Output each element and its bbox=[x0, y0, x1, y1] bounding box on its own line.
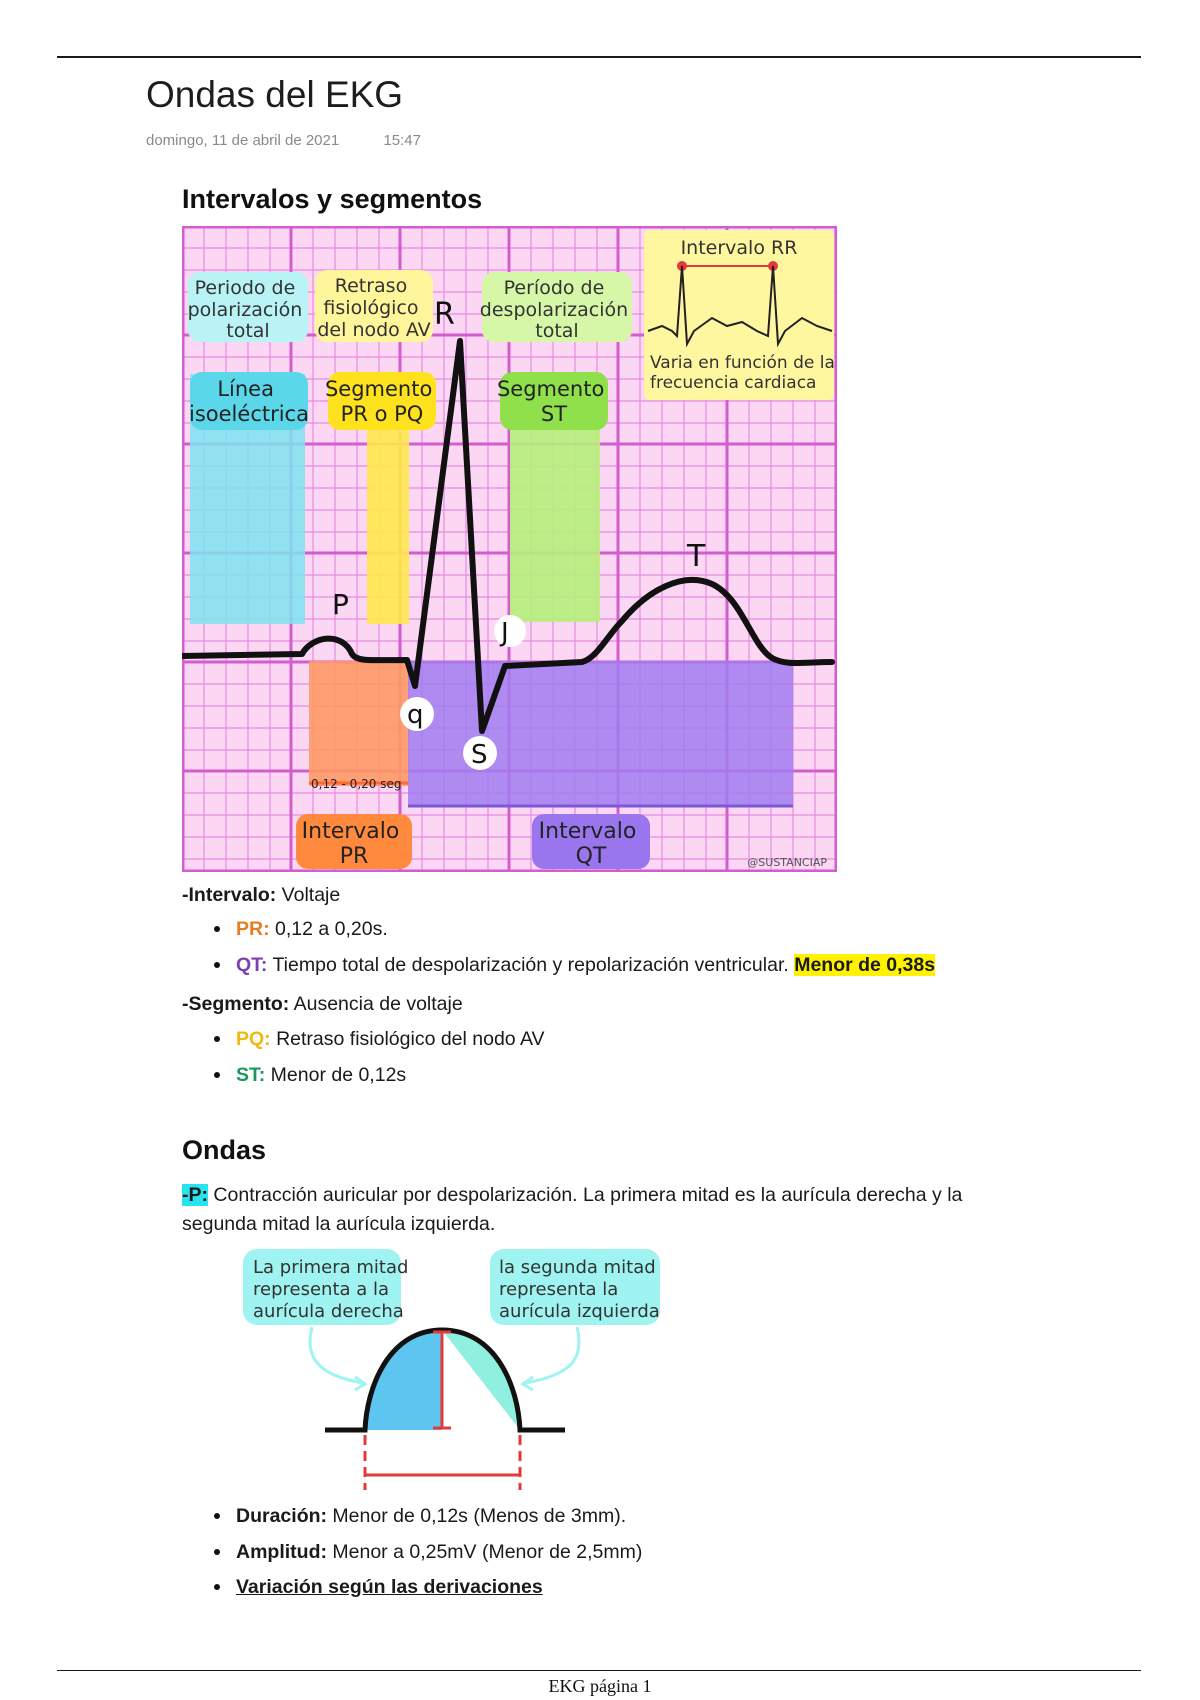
p-wave-diagram bbox=[235, 1245, 665, 1495]
label-polarizacion: Periodo de polarización total bbox=[187, 277, 303, 342]
page-footer: EKG página 1 bbox=[548, 1676, 652, 1696]
top-rule bbox=[57, 56, 1141, 58]
figure-credit: @SUSTANCIAP bbox=[747, 856, 827, 869]
list-item-qt: QT: Tiempo total de despolarización y repolarización ventricular. Menor de 0,38s bbox=[236, 954, 936, 976]
label-retraso: Retraso fisiológico del nodo AV bbox=[317, 275, 431, 341]
interval-qt-band bbox=[408, 661, 793, 806]
list-item-variacion: Variación según las derivaciones bbox=[236, 1576, 543, 1598]
page-time: 15:47 bbox=[383, 132, 421, 149]
bottom-rule bbox=[57, 1670, 1141, 1671]
rr-note: Varia en función de la frecuencia cardiaca bbox=[650, 353, 835, 393]
left-note: La primera mitad representa a la aurícula derecha bbox=[253, 1257, 409, 1322]
label-segmento-pr: Segmento PR o PQ bbox=[324, 377, 433, 426]
right-note: la segunda mitad representa la aurícula izquierda bbox=[499, 1257, 660, 1322]
interval-pr-band bbox=[309, 661, 409, 786]
right-arrow bbox=[525, 1327, 579, 1383]
section-heading-ondas: Ondas bbox=[182, 1135, 267, 1165]
page-meta bbox=[146, 132, 421, 149]
list-item-amplitud: Amplitud: Menor a 0,25mV (Menor de 2,5mm) bbox=[236, 1541, 643, 1563]
page-title: Ondas del EKG bbox=[146, 74, 404, 115]
label-despolarizacion: Período de despolarización total bbox=[479, 277, 629, 342]
section-heading-intervalos: Intervalos y segmentos bbox=[182, 184, 483, 214]
label-isoelectrica: Línea isoeléctrica bbox=[189, 377, 309, 426]
rr-title: Intervalo RR bbox=[680, 237, 798, 259]
segmento-line: -Segmento: Ausencia de voltaje bbox=[182, 993, 463, 1015]
intervalo-line: -Intervalo: Voltaje bbox=[182, 884, 341, 906]
left-arrow bbox=[310, 1327, 363, 1383]
list-item-duracion: Duración: Menor de 0,12s (Menos de 3mm). bbox=[236, 1505, 627, 1527]
list-item-pq: PQ: Retraso fisiológico del nodo AV bbox=[236, 1028, 545, 1050]
label-segmento-st: Segmento ST bbox=[496, 377, 605, 426]
wave-p-label: P bbox=[332, 588, 349, 621]
p-wave-paragraph: -P: Contracción auricular por despolarización. La primera mitad es la aurícula derecha y la segunda mitad la aurícula izquierda. bbox=[182, 1184, 963, 1235]
wave-t-label: T bbox=[687, 539, 706, 574]
wave-r-label: R bbox=[434, 297, 455, 332]
wave-q-label: q bbox=[407, 700, 424, 730]
page-date: domingo, 11 de abril de 2021 bbox=[146, 132, 340, 149]
pr-time-label: 0,12 - 0,20 seg bbox=[311, 777, 402, 791]
list-item-st: ST: Menor de 0,12s bbox=[236, 1064, 407, 1086]
label-intervalo-qt: Intervalo QT bbox=[538, 819, 637, 869]
label-intervalo-pr: Intervalo PR bbox=[301, 819, 400, 869]
list-item-pr: PR: 0,12 a 0,20s. bbox=[236, 918, 388, 940]
wave-j-label: J bbox=[501, 618, 509, 648]
ekg-diagram bbox=[182, 226, 837, 872]
wave-s-label: S bbox=[471, 740, 488, 770]
